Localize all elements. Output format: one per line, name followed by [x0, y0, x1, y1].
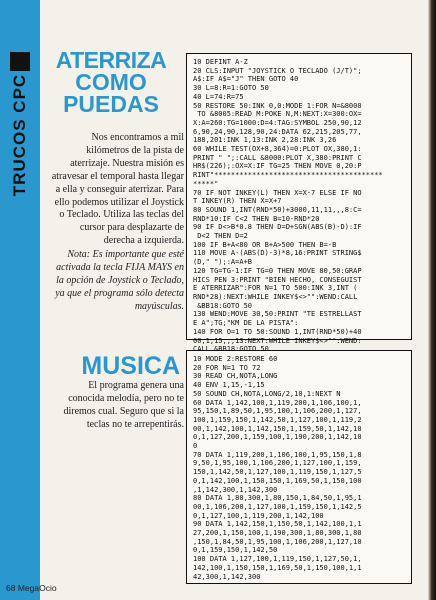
code-line: &BB18:GOTO 50	[193, 301, 253, 310]
code-line: 6,90,24,90,128,90,24:DATA 62,215,205,77,	[193, 127, 362, 136]
code-line: 20 FOR N=1 TO 72	[193, 363, 261, 372]
code-line: RND*10:IF C<2 THEN B=10-RND*20	[193, 214, 320, 223]
code-line: 142,100,1,150,150,1,169,50,1,150,100,1,1	[193, 563, 362, 572]
code-line: 00,1,142,100,1,142,150,1,159,50,1,142,10	[193, 424, 362, 433]
code-line: *****"	[193, 179, 219, 188]
code-line: 90 DATA 1,142,150,1,150,50,1,142,100,1,1	[193, 520, 362, 529]
magazine-name: MegaOcio	[17, 583, 57, 593]
code-line: 27,200,1,150,100,1,190,300,1,80,300,1,80	[193, 529, 362, 538]
code-line: 140 FOR O=1 TO 50:SOUND 1,INT(RND*50)+40	[193, 327, 362, 336]
code-line: 80 DATA 1,80,300,1,80,150,1,84,50,1,95,1	[193, 494, 362, 503]
code-line: 40 ENV 1,15,-1,15	[193, 381, 265, 390]
code-line: 10 DEFINT A-Z	[193, 58, 248, 66]
code-line: 00,1,15,,,13:NEXT:WHILE INKEY$<>"":WEND:	[193, 336, 362, 345]
code-line: 60 DATA 1,142,100,1,119,200,1,106,100,1,	[193, 398, 362, 407]
code-line: 80 SOUND 1,INT(RND*50)+3000,11,11,,,8:C=	[193, 205, 362, 214]
article-body	[50, 132, 184, 315]
article-note: Nota: Es importante que esté activada la tecla FIJA MAYS en la opción de Joystick o Teclado, ya que el programa sólo detecta mayúsculas.	[55, 249, 184, 312]
listing-lines	[193, 355, 405, 581]
code-line: 50 SOUND CH,NOTA,LONG/2,10,1:NEXT N	[193, 389, 341, 398]
code-line: 10 MODE 2:RESTORE 60	[193, 355, 278, 363]
listing-lines	[193, 58, 405, 354]
code-line: 0,1,127,200,1,159,100,1,190,200,1,142,10	[193, 433, 362, 442]
code-line: 120 TG=TG-1:IF TG=0 THEN MOVE 80,50:GRAP	[193, 266, 362, 275]
code-line: (D," ");:A=A+B	[193, 258, 253, 267]
music-title: MUSICA	[81, 352, 180, 380]
code-line: 50 RESTORE 50:INK 0,0:MODE 1:FOR N=&8000	[193, 101, 362, 110]
code-line: 95,150,1,89,50,1,95,100,1,106,200,1,127,	[193, 407, 362, 416]
code-line: 100 DATA 1,127,100,1,119,150,1,127,50,1,	[193, 555, 362, 564]
code-line: X:A=260:TG=1000:D=4:TAG:SYMBOL 250,90,12	[193, 118, 362, 127]
code-line: 90 IF D<>B*0.8 THEN D=D+SGN(ABS(B)-D):IF	[193, 223, 362, 232]
article-title-line-2: COMO	[75, 69, 147, 95]
code-line: TO &8005:READ M:POKE N,M:NEXT:X=300:OX=	[193, 110, 362, 119]
code-line: 30 L=8:R=1:GOTO 50	[193, 84, 269, 93]
code-line: 188,201:INK 1,13:INK 2,28:INK 3,26	[193, 136, 337, 145]
code-line: 40 L=74:R=75	[193, 92, 244, 101]
code-line: 0,1,159,150,1,142,50	[193, 546, 278, 555]
code-line: 30 READ CH,NOTA,LONG	[193, 372, 278, 381]
code-line: 42,300,1,142,300	[193, 572, 261, 581]
code-line: 110 MOVE A-(ABS(D)-3)*8,16:PRINT STRING$	[193, 249, 362, 258]
code-line: 130 WEND:MOVE 30,50:PRINT "TE ESTRELLAST	[193, 310, 362, 319]
program-listing-musica	[186, 350, 412, 584]
music-body: El programa genera una conocida melodía, pero no te diremos cual. Seguro que si la teclas no te arrepentirás.	[63, 380, 184, 430]
page-number: 68	[6, 583, 16, 593]
code-line: 70 IF NOT INKEY(L) THEN X=X-7 ELSE IF NO	[193, 188, 362, 197]
code-line: ,1,142,300,1,142,300	[193, 485, 278, 494]
article-title-line-3: PUEDAS	[63, 91, 159, 117]
code-line: 0	[193, 442, 198, 451]
code-line: 20 CLS:INPUT "JOYSTICK O TECLADO (J/T)";	[193, 66, 362, 75]
code-line: D<2 THEN D=2	[193, 232, 248, 241]
code-line: 00,1,106,200,1,127,100,1,159,150,1,142,5	[193, 502, 362, 511]
code-line: A$:IF A$="J" THEN GOTO 40	[193, 75, 299, 84]
code-line: RND*28):NEXT:WHILE INKEY$<>"":WEND:CALL	[193, 292, 358, 301]
code-line: HICS PEN 3:PRINT "BIEN HECHO, CONSEGUIST	[193, 275, 362, 284]
article-title-line-1: ATERRIZA	[55, 47, 167, 73]
code-line: RINT"****************************************	[193, 171, 383, 180]
code-line: 70 DATA 1,119,200,1,106,100,1,95,150,1,8	[193, 450, 362, 459]
page-edge	[428, 0, 436, 600]
program-listing-aterriza	[186, 53, 412, 345]
code-line: E ATERRIZAR":FOR N=1 TO 500:INK 3,INT (	[193, 284, 358, 293]
code-line: 0,1,127,100,1,119,200,1,142,100	[193, 511, 324, 520]
code-line: 100,1,159,150,1,142,50,1,127,100,1,119,2	[193, 415, 362, 424]
section-label: TRUCOS CPC	[10, 73, 29, 197]
sidebar-band	[0, 0, 40, 600]
code-line: HR$(226);:OX=X:IF TG=25 THEN MOVE 0,20:P	[193, 162, 362, 171]
section-square-mark	[10, 52, 30, 71]
code-line: 60 WHILE TEST(OX+8,364)=0:PLOT OX,380,1:	[193, 145, 362, 154]
code-line: 100 IF B+A<80 OR B+A>500 THEN B=-B	[193, 240, 337, 249]
code-line: PRINT " ";:CALL &8000:PLOT X,380:PRINT C	[193, 153, 362, 162]
code-line: 9,50,1,95,100,1,106,200,1,127,100,1,159,	[193, 459, 362, 468]
code-line: ,150,1,84,50,1,95,100,1,106,200,1,127,10	[193, 537, 362, 546]
code-line: T INKEY(R) THEN X=X+7	[193, 197, 282, 206]
code-line: 150,1,142,50,1,127,100,1,119,150,1,127,5	[193, 468, 362, 477]
code-line: 0,1,142,100,1,150,150,1,169,50,1,150,100	[193, 476, 362, 485]
code-line: E A";TG;"KM DE LA PISTA":	[193, 319, 299, 328]
page-footer	[6, 583, 57, 593]
article-intro: Nos encontramos a mil kilómetros de la pista de aterrizaje. Nuestra misión es atravesar el temporal hasta llegar a ella y conseguir aterrizar. Para ello podemos utilizar el Joystick o Teclado. Utiliza las teclas del cursor para desplazarte de derecha a izquierda.	[51, 132, 184, 247]
